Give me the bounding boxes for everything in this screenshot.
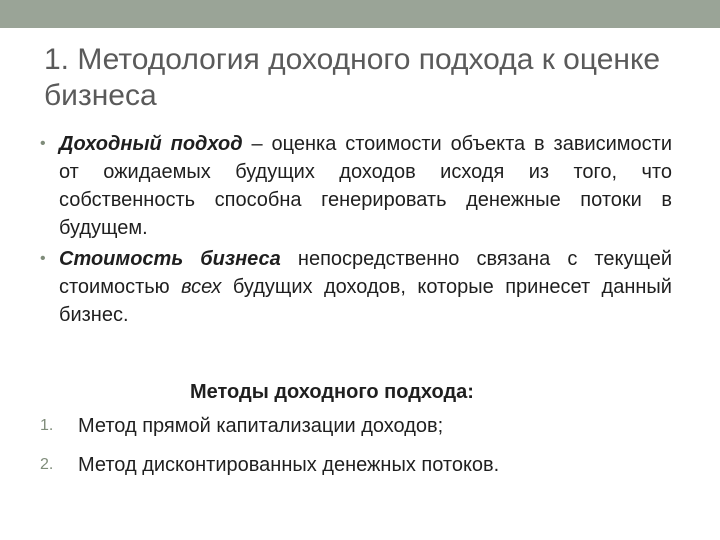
method-number: 1. <box>40 417 54 434</box>
method-text: Метод дисконтированных денежных потоков. <box>78 454 500 476</box>
method-item-2 <box>40 450 700 480</box>
method-text: Метод прямой капитализации доходов; <box>78 415 444 437</box>
definition-part-1: непосредственно связана с текущей стоимостью <box>59 248 672 298</box>
bullet-list <box>40 130 672 332</box>
methods-section <box>40 377 700 489</box>
bullet-item-income-approach <box>40 130 672 242</box>
bullet-item-business-value <box>40 245 672 329</box>
definition-income-approach: – оценка стоимости объекта в зависимости от ожидаемых будущих доходов исходя из того, что собственность способна генерировать денежные потоки в будущем. <box>59 133 672 239</box>
term-income-approach: Доходный подход <box>59 133 243 155</box>
bullet-icon: • <box>40 135 46 152</box>
methods-heading: Методы доходного подхода: <box>190 381 474 403</box>
definition-part-2: будущих доходов, которые принесет данный бизнес. <box>59 276 672 326</box>
method-number: 2. <box>40 456 54 473</box>
term-business-value: Стоимость бизнеса <box>59 248 281 270</box>
slide-title: 1. Методология доходного подхода к оценке бизнеса <box>44 43 661 112</box>
top-accent-bar <box>0 0 720 28</box>
emphasis-word: всех <box>181 276 222 298</box>
bullet-icon: • <box>40 250 46 267</box>
method-item-1 <box>40 411 700 441</box>
